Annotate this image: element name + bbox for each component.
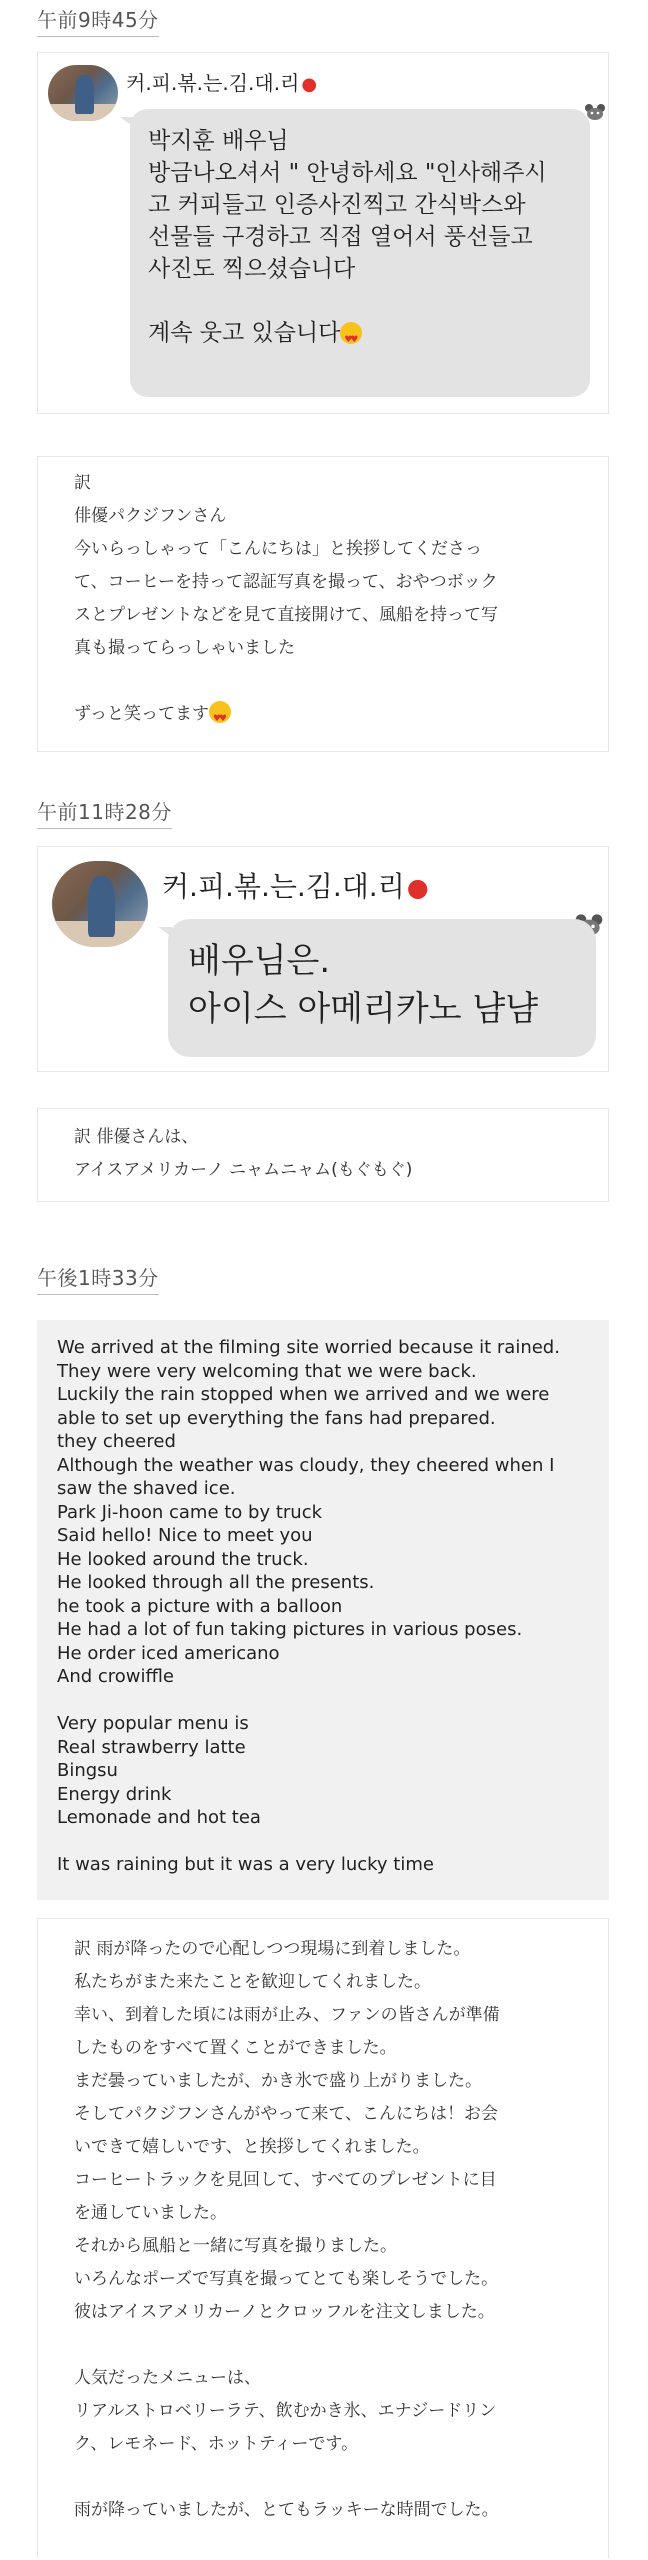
english-translation-text: We arrived at the filming site worried because it rained. They were very welcoming that we were back. Luckily the rain stopped when we arrived and we were able to set up everything the fans had prepared. they cheered Although the weather was cloudy, they cheered when I saw the shaved ice. Park Ji-hoon came to by truck Said hello! Nice to meet you He looked around the truck. He looked through all the presents. he took a picture with a balloon He had a lot of fun taking pictures in various poses. He order iced americano And crowiffle Very popular menu is Real strawberry latte Bingsu Energy drink Lemonade and hot tea It was raining but it was a very lucky time [57, 1337, 560, 1875]
translation-card [37, 456, 609, 752]
strawberry-icon: ● [301, 74, 318, 95]
timestamp-header: 午前11時28分 [37, 796, 172, 829]
translation-text: 訳 俳優さんは、 アイスアメリカーノ ニャムニャム(もぐもぐ) [74, 1127, 413, 1180]
chat-message-text: 배우님은. 아이스 아메리카노 냠냠 [188, 941, 539, 1029]
chat-message-bubble [130, 109, 590, 397]
translation-card [37, 1108, 609, 1202]
profile-avatar[interactable] [52, 861, 148, 947]
heart-eyes-emoji-icon [209, 701, 231, 723]
chat-message-text: 박지훈 배우님 방금나오셔서 " 안녕하세요 "인사해주시 고 커피들고 인증사진찍고 간식박스와 선물들 구경하고 직접 열어서 풍선들고 사진도 찍으셨습니다 계속 웃고 있습니다 [148, 128, 547, 346]
translation-text: 訳 雨が降ったので心配しつつ現場に到着しました。 私たちがまた来たことを歓迎してくれました。 幸い、到着した頃には雨が止み、ファンの皆さんが準備 したものをすべて置くことができました。 まだ曇っていましたが、かき氷で盛り上がりました。 そしてパクジフンさんがやって来て、こんにちは！お会 いできて嬉しいです、と挨拶してくれました。 コーヒートラックを見回して、すべてのプレゼントに目 を通していました。 それから風船と一緒に写真を撮りました。 いろんなポーズで写真を撮ってとても楽しそうでした。 彼はアイスアメリカーノとクロッフルを注文しました。 人気だったメニューは、 リアルストロベリーラテ、飲むかき氷、エナジードリン ク、レモネード、ホットティーです。 雨が降っていましたが、とてもラッキーな時間でした。 [74, 1939, 500, 2520]
chat-sender-name: 커.피.볶.는.김.대.리 ● [126, 71, 318, 95]
chat-sender-name: 커.피.볶.는.김.대.리● [162, 870, 429, 903]
profile-avatar[interactable] [48, 65, 118, 121]
chat-message-bubble [168, 919, 596, 1057]
heart-eyes-emoji-icon [340, 322, 362, 344]
timestamp-header: 午前9時45分 [37, 4, 159, 37]
chat-screenshot-card [37, 846, 609, 1072]
english-translation-box [37, 1320, 609, 1900]
translation-text: 訳 俳優パクジフンさん 今いらっしゃって「こんにちは」と挨拶してくださっ て、コーヒーを持って認証写真を撮って、おやつボック スとプレゼントなどを見て直接開けて、風船を持って写 真も撮ってらっしゃいました ずっと笑ってます♥ ♥ [74, 467, 594, 731]
timestamp-header: 午後1時33分 [37, 1262, 159, 1295]
translation-card [37, 1918, 609, 2558]
strawberry-icon: ● [406, 873, 429, 902]
chat-screenshot-card [37, 52, 609, 414]
